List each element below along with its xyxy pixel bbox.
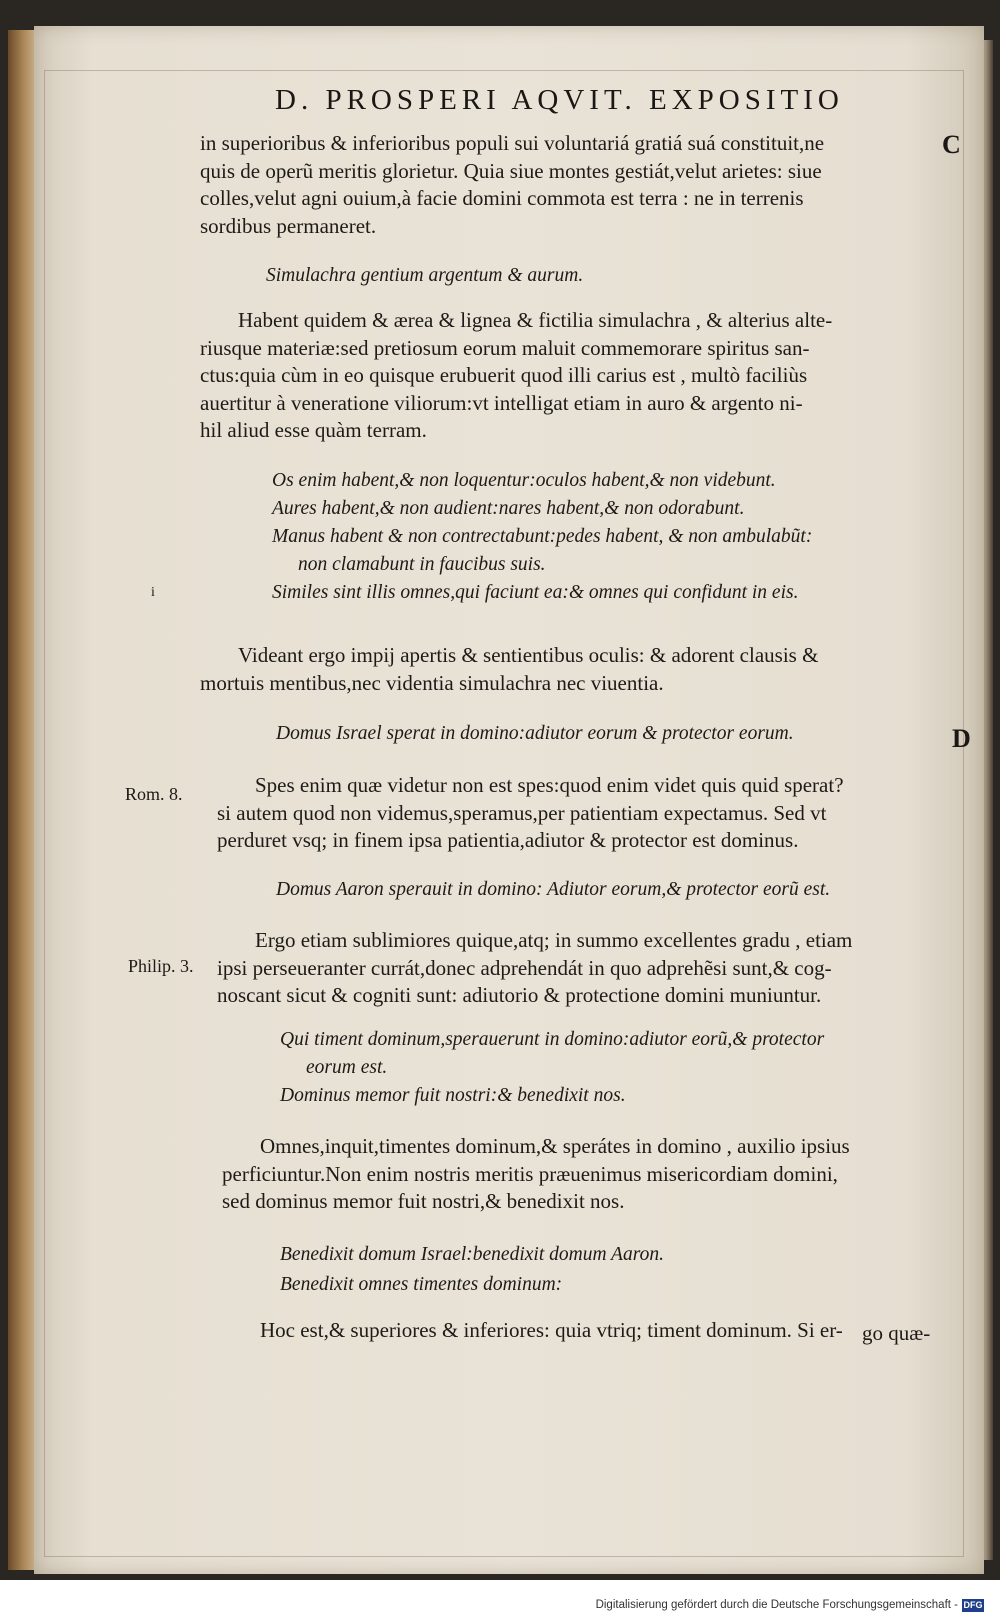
text-line: Habent quidem & ærea & lignea & fictilia simulachra , & alterius alte- <box>238 308 833 332</box>
verse-line: Similes sint illis omnes,qui faciunt ea:& omnes qui confidunt in eis. <box>272 582 799 603</box>
verse-line: Qui timent dominum,sperauerunt in domino:adiutor eorũ,& protector <box>280 1029 825 1050</box>
prose-paragraph-7 <box>222 1317 962 1345</box>
text-line: perficiuntur.Non enim nostris meritis præuenimus misericordiam domini, <box>222 1161 838 1186</box>
margin-letter-c: C <box>942 130 961 159</box>
text-line: si autem quod non videmus,speramus,per patientiam expectamus. Sed vt <box>217 800 827 825</box>
verse-line: eorum est. <box>306 1057 388 1078</box>
prose-paragraph-5 <box>217 927 957 1010</box>
text-line: mortuis mentibus,nec videntia simulachra nec viuentia. <box>200 670 664 695</box>
prose-paragraph-2 <box>200 307 940 445</box>
text-line: riusque materiæ:sed pretiosum eorum maluit commemorare spiritus san- <box>200 335 810 360</box>
text-line: sed dominus memor fuit nostri,& benedixit nos. <box>222 1189 625 1213</box>
verse-line: Benedixit domum Israel:benedixit domum Aaron. <box>280 1244 664 1265</box>
margin-note-mark: i <box>151 585 155 600</box>
verse-line: Manus habent & non contrectabunt:pedes habent, & non ambulabũt: <box>272 526 813 547</box>
verse-6 <box>280 1240 1000 1300</box>
text-line: Spes enim quæ videtur non est spes:quod enim videt quis quid sperat? <box>255 773 844 797</box>
text-line: in superioribus & inferioribus populi sui voluntariá gratiá suá constituit,ne <box>200 131 825 155</box>
text-line: colles,velut agni ouium,à facie domini commota est terra : ne in terrenis <box>200 186 804 210</box>
text-line: Omnes,inquit,timentes dominum,& sperátes in domino , auxilio ipsius <box>260 1134 850 1158</box>
catchword: go quæ- <box>862 1321 931 1345</box>
verse-line: Benedixit omnes timentes dominum: <box>280 1274 563 1295</box>
verse-4 <box>276 876 1000 904</box>
verse-line: Domus Aaron sperauit in domino: Adiutor eorum,& protector eorũ est. <box>276 879 831 900</box>
prose-paragraph-3 <box>200 642 940 697</box>
text-line: Videant ergo impij apertis & sentientibus oculis: & adorent clausis & <box>238 643 819 667</box>
verse-line: Os enim habent,& non loquentur:oculos habent,& non videbunt. <box>272 470 776 491</box>
footer-credit: Digitalisierung gefördert durch die Deutsche Forschungsgemeinschaft - <box>595 1599 958 1611</box>
text-line: noscant sicut & cogniti sunt: adiutorio & protectione domini muniuntur. <box>217 983 822 1007</box>
verse-line: Dominus memor fuit nostri:& benedixit nos. <box>280 1085 626 1106</box>
text-line: ctus:quia cùm in eo quisque erubuerit quod illi carius est , multò faciliùs <box>200 363 808 387</box>
text-line: Ergo etiam sublimiores quique,atq; in summo excellentes gradu , etiam <box>255 928 853 952</box>
prose-paragraph-4 <box>217 772 957 855</box>
verse-5 <box>280 1026 1000 1110</box>
text-line: quis de operũ meritis glorietur. Quia siue montes gestiát,velut arietes: siue <box>200 158 822 183</box>
text-line: perduret vsq; in finem ipsa patientia,adiutor & protector est dominus. <box>217 828 799 852</box>
verse-line: Aures habent,& non audient:nares habent,& non odorabunt. <box>272 498 745 519</box>
text-line: hil aliud esse quàm terram. <box>200 418 427 442</box>
margin-letter-d: D <box>952 724 971 753</box>
text-line: auertitur à veneratione viliorum:vt intelligat etiam in auro & argento ni- <box>200 390 803 415</box>
margin-note-philip: Philip. 3. <box>128 956 194 976</box>
text-line: Hoc est,& superiores & inferiores: quia vtriq; timent dominum. Si er- <box>260 1318 843 1342</box>
text-line: ipsi perseueranter currát,donec adprehendát in quo adprehẽsi sunt,& cog- <box>217 955 832 980</box>
verse-1 <box>266 262 1000 290</box>
verse-line: non clamabunt in faucibus suis. <box>298 554 546 575</box>
prose-paragraph-6 <box>222 1133 962 1216</box>
prose-paragraph-1 <box>200 130 940 240</box>
margin-note-rom: Rom. 8. <box>125 784 183 804</box>
text-line: sordibus permaneret. <box>200 213 377 238</box>
verse-line: Domus Israel sperat in domino:adiutor eorum & protector eorum. <box>276 723 794 744</box>
verse-3 <box>276 720 1000 748</box>
dfg-logo: DFG <box>963 1600 983 1610</box>
verse-line: Simulachra gentium argentum & aurum. <box>266 265 584 286</box>
verse-2 <box>272 467 1000 607</box>
running-head: D. PROSPERI AQVIT. EXPOSITIO <box>275 84 844 116</box>
